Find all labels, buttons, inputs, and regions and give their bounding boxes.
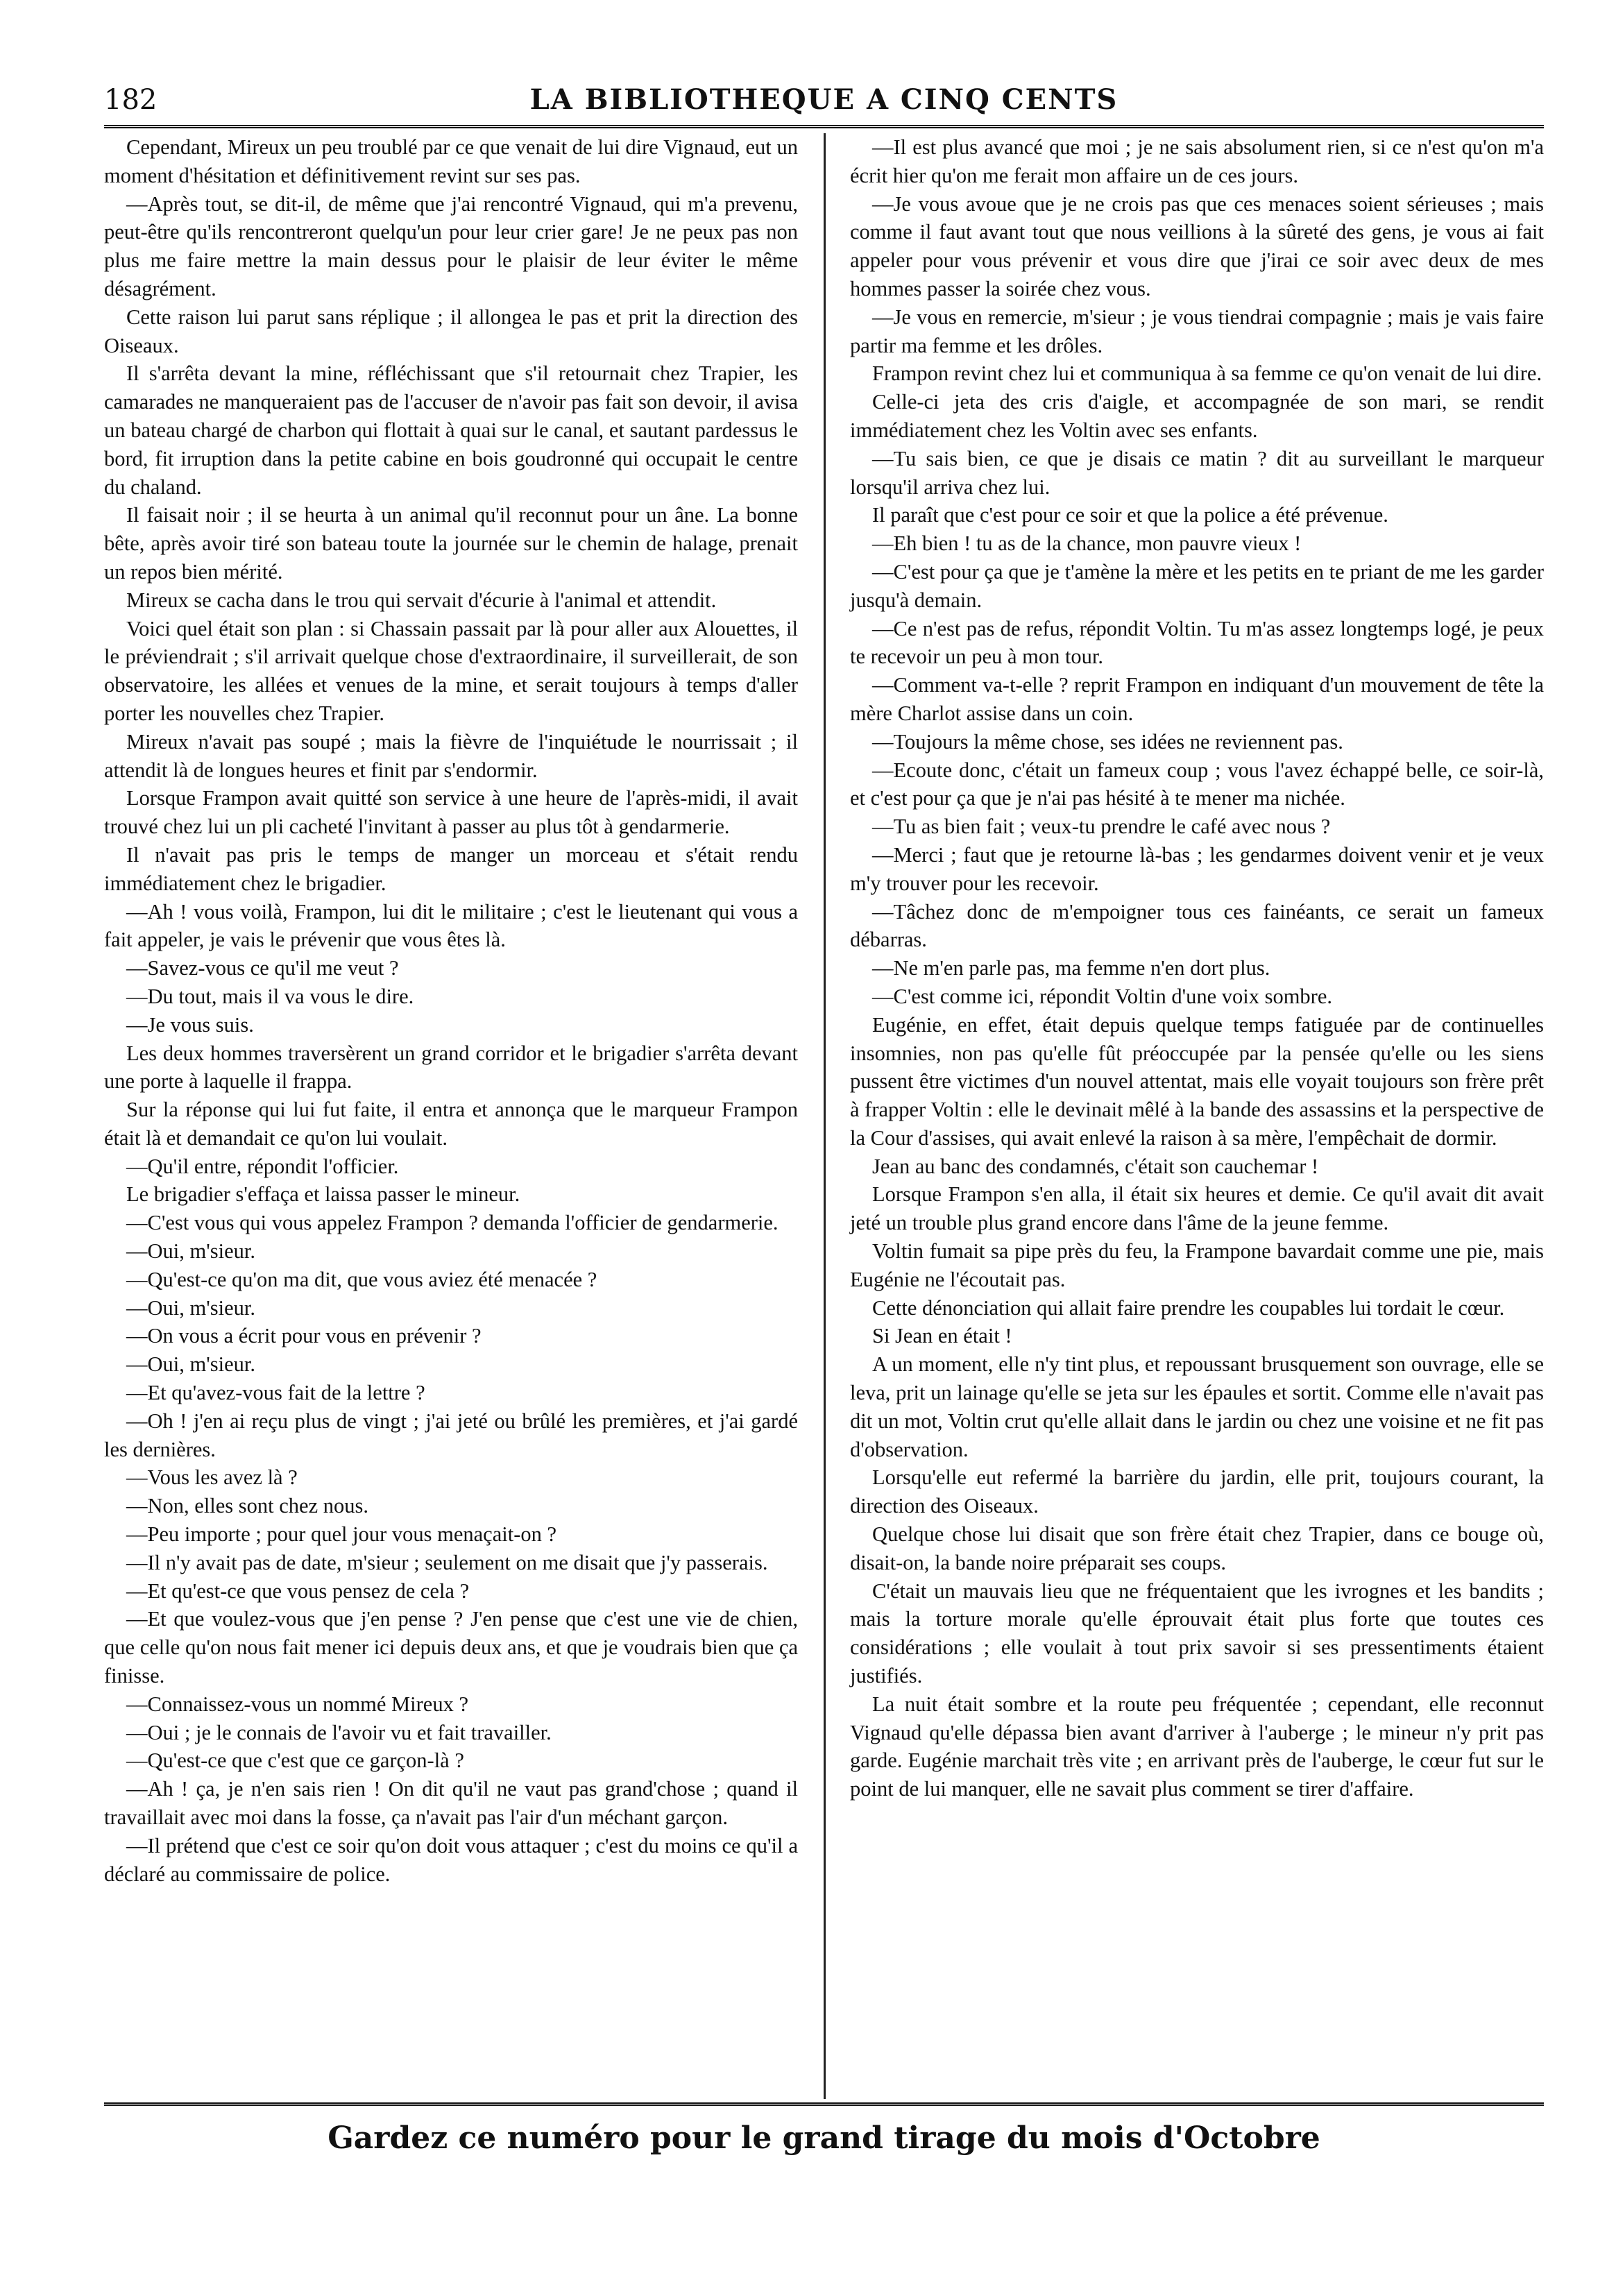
paragraph: Lorsque Frampon avait quitté son service à une heure de l'après-midi, il avait trouvé chez lui un pli cacheté l'invitant à passer au plus tôt à gendarmerie. [104, 786, 798, 839]
page-number: 182 [104, 84, 158, 116]
paragraph: Jean au banc des condamnés, c'était son cauchemar ! [872, 1154, 1319, 1178]
paragraph: Cette raison lui parut sans réplique ; il allongea le pas et prit la direction des Oiseaux. [104, 305, 798, 357]
paragraph: —Connaissez-vous un nommé Mireux ? [126, 1692, 469, 1716]
paragraph: —Après tout, se dit-il, de même que j'ai rencontré Vignaud, qui m'a prevenu, peut-être qu'ils rencontreront quelqu'un pour leur crier gare! Je ne peux pas non plus me faire mettre la main dessus pour le plaisir de leur éviter le même désagrément. [104, 192, 798, 300]
paragraph: Sur la réponse qui lui fut faite, il entra et annonça que le marqueur Frampon était là et demandait ce qu'on lui voulait. [104, 1098, 798, 1150]
paragraph: —Savez-vous ce qu'il me veut ? [126, 956, 399, 980]
text-columns [104, 133, 1544, 2099]
paragraph: —Qu'est-ce qu'on ma dit, que vous aviez été menacée ? [126, 1267, 597, 1291]
paragraph: Quelque chose lui disait que son frère était chez Trapier, dans ce bouge où, disait-on, la bande noire préparait ses coups. [850, 1522, 1544, 1574]
paragraph: —Non, elles sont chez nous. [126, 1494, 368, 1518]
paragraph: —On vous a écrit pour vous en prévenir ? [126, 1324, 482, 1348]
paragraph: —Ah ! ça, je n'en sais rien ! On dit qu'il ne vaut pas grand'chose ; quand il travaillait avec moi dans la fosse, ça n'avait pas l'air d'un méchant garçon. [104, 1777, 798, 1830]
paragraph: —Toujours la même chose, ses idées ne reviennent pas. [872, 729, 1343, 754]
paragraph: Frampon revint chez lui et communiqua à sa femme ce qu'on venait de lui dire. [872, 362, 1542, 386]
paragraph: —Merci ; faut que je retourne là-bas ; les gendarmes doivent venir et je veux m'y trouver pour les recevoir. [850, 842, 1544, 895]
paragraph: —Il prétend que c'est ce soir qu'on doit vous attaquer ; c'est du moins ce qu'il a déclaré au commissaire de police. [104, 1833, 798, 1886]
paragraph: —Oui, m'sieur. [126, 1295, 255, 1320]
paragraph: La nuit était sombre et la route peu fréquentée ; cependant, elle reconnut Vignaud qu'elle dépassa bien avant d'arriver à l'auberge ; le mineur n'y prit pas garde. Eugénie marchait très vite ; en arrivant près de l'auberge, le cœur fut sur le point de lui manquer, elle ne savait plus comment se tirer d'affaire. [850, 1692, 1544, 1801]
paragraph: —Tu sais bien, ce que je disais ce matin ? dit au surveillant le marqueur lorsqu'il arriva chez lui. [850, 446, 1544, 499]
paragraph: —Oui, m'sieur. [126, 1352, 255, 1377]
paragraph: Cependant, Mireux un peu troublé par ce que venait de lui dire Vignaud, eut un moment d'hésitation et définitivement revint sur ses pas. [104, 135, 798, 187]
paragraph: —Ecoute donc, c'était un fameux coup ; vous l'avez échappé belle, ce soir-là, et c'est pour ça que je n'ai pas hésité à te mener ma nichée. [850, 758, 1544, 810]
paragraph: —Ah ! vous voilà, Frampon, lui dit le militaire ; c'est le lieutenant qui vous a fait appeler, je vais le prévenir que vous êtes là. [104, 899, 798, 952]
paragraph: —Tu as bien fait ; veux-tu prendre le café avec nous ? [872, 815, 1331, 839]
running-title: LA BIBLIOTHEQUE A CINQ CENTS [529, 83, 1119, 116]
paragraph: —Oui, m'sieur. [126, 1239, 255, 1264]
paragraph: —Je vous suis. [126, 1012, 254, 1037]
header-rule [104, 125, 1544, 128]
paragraph: Cette dénonciation qui allait faire prendre les coupables lui tordait le cœur. [872, 1295, 1505, 1320]
paragraph: —Comment va-t-elle ? reprit Frampon en indiquant d'un mouvement de tête la mère Charlot assise dans un coin. [850, 673, 1544, 725]
paragraph: Mireux se cacha dans le trou qui servait d'écurie à l'animal et attendit. [126, 588, 717, 612]
paragraph: —Et qu'avez-vous fait de la lettre ? [126, 1381, 425, 1405]
paragraph: —C'est vous qui vous appelez Frampon ? demanda l'officier de gendarmerie. [126, 1211, 779, 1235]
paragraph: Mireux n'avait pas soupé ; mais la fièvre de l'inquiétude le nourrissait ; il attendit là de longues heures et finit par s'endormir. [104, 729, 798, 782]
paragraph: —Qu'est-ce que c'est que ce garçon-là ? [126, 1749, 464, 1773]
paragraph: Voltin fumait sa pipe près du feu, la Frampone bavardait comme une pie, mais Eugénie ne l'écoutait pas. [850, 1239, 1544, 1291]
right-column [850, 133, 1544, 1803]
paragraph: Si Jean en était ! [872, 1324, 1012, 1348]
paragraph: Lorsqu'elle eut refermé la barrière du jardin, elle prit, toujours courant, la direction des Oiseaux. [850, 1465, 1544, 1518]
paragraph: Lorsque Frampon s'en alla, il était six heures et demie. Ce qu'il avait dit avait jeté un trouble plus grand encore dans l'âme de la jeune femme. [850, 1182, 1544, 1235]
paragraph: —Ce n'est pas de refus, répondit Voltin. Tu m'as assez longtemps logé, je peux te recevoir un peu à mon tour. [850, 616, 1544, 669]
paragraph: Voici quel était son plan : si Chassain passait par là pour aller aux Alouettes, il le préviendrait ; s'il arrivait quelque chose d'extraordinaire, il surveillerait, de son observatoire, les allées et venues de la mine, et serait toujours à temps d'aller porter les nouvelles chez Trapier. [104, 616, 798, 725]
paragraph: —Du tout, mais il va vous le dire. [126, 984, 414, 1008]
paragraph: —Eh bien ! tu as de la chance, mon pauvre vieux ! [872, 532, 1302, 556]
column-divider [824, 133, 826, 2099]
paragraph: —Ne m'en parle pas, ma femme n'en dort plus. [872, 956, 1270, 980]
paragraph: Eugénie, en effet, était depuis quelque temps fatiguée par de continuelles insomnies, non pas qu'elle fût préoccupée par la pensée qu'elle ou les siens pussent être victimes d'un nouvel attentat, mais elle voyait toujours son frère prêt à frapper Voltin : elle le devinait mêlé à la bande des assassins et la perspective de la Cour d'assises, qui avait enlevé la raison à sa mère, l'empêchait de dormir. [850, 1012, 1544, 1150]
paragraph: —Il n'y avait pas de date, m'sieur ; seulement on me disait que j'y passerais. [126, 1550, 768, 1574]
left-column [104, 133, 798, 1888]
paragraph: Les deux hommes traversèrent un grand corridor et le brigadier s'arrêta devant une porte à laquelle il frappa. [104, 1041, 798, 1094]
paragraph: —Je vous en remercie, m'sieur ; je vous tiendrai compagnie ; mais je vais faire partir ma femme et les drôles. [850, 305, 1544, 357]
footer-rule [104, 2102, 1544, 2106]
paragraph: —Je vous avoue que je ne crois pas que ces menaces soient sérieuses ; mais comme il faut avant tout que nous veillions à la sûreté des gens, je vous ai fait appeler pour vous prévenir et vous dire que j'irai ce soir avec deux de mes hommes passer la soirée chez vous. [850, 192, 1544, 300]
paragraph: Il n'avait pas pris le temps de manger un morceau et s'était rendu immédiatement chez le brigadier. [104, 842, 798, 895]
paragraph: C'était un mauvais lieu que ne fréquentaient que les ivrognes et les bandits ; mais la torture morale qu'elle éprouvait était plus forte que toutes ces considérations ; elle voulait à tout prix savoir si ses pressentiments étaient justifiés. [850, 1579, 1544, 1688]
paragraph: Celle-ci jeta des cris d'aigle, et accompagnée de son mari, se rendit immédiatement chez les Voltin avec ses enfants. [850, 390, 1544, 442]
paragraph: —Et que voulez-vous que j'en pense ? J'en pense que c'est une vie de chien, que celle qu'on nous fait mener ici depuis deux ans, et que je voudrais bien que ça finisse. [104, 1607, 798, 1688]
page-header [104, 78, 1544, 122]
paragraph: —C'est comme ici, répondit Voltin d'une voix sombre. [872, 984, 1333, 1008]
paragraph: Il paraît que c'est pour ce soir et que la police a été prévenue. [872, 503, 1388, 527]
paragraph: —Qu'il entre, répondit l'officier. [126, 1154, 399, 1178]
paragraph: —Oui ; je le connais de l'avoir vu et fait travailler. [126, 1720, 552, 1744]
paragraph: —Et qu'est-ce que vous pensez de cela ? [126, 1579, 470, 1603]
paragraph: —Il est plus avancé que moi ; je ne sais absolument rien, si ce n'est qu'on m'a écrit hier qu'on me ferait mon affaire un de ces jours. [850, 135, 1544, 187]
footer-notice: Gardez ce numéro pour le grand tirage du mois d'Octobre [328, 2120, 1320, 2156]
paragraph: Le brigadier s'effaça et laissa passer le mineur. [126, 1182, 520, 1207]
paragraph: Il faisait noir ; il se heurta à un animal qu'il reconnut pour un âne. La bonne bête, après avoir tiré son bateau toute la journée sur le chemin de halage, prenait un repos bien mérité. [104, 503, 798, 584]
paragraph: —Vous les avez là ? [126, 1465, 298, 1490]
paragraph: A un moment, elle n'y tint plus, et repoussant brusquement son ouvrage, elle se leva, prit un lainage qu'elle se jeta sur les épaules et sortit. Comme elle n'avait pas dit un mot, Voltin crut qu'elle allait dans le jardin ou chez une voisine et ne fit pas d'observation. [850, 1352, 1544, 1461]
paragraph: Il s'arrêta devant la mine, réfléchissant que s'il retournait chez Trapier, les camarades ne manqueraient pas de l'accuser de n'avoir pas fait son devoir, il avisa un bateau chargé de charbon qui flottait à quai sur le canal, et sautant pardessus le bord, fit irruption dans la petite cabine en bois goudronné qui occupait le centre du chaland. [104, 362, 798, 499]
paragraph: —C'est pour ça que je t'amène la mère et les petits en te priant de me les garder jusqu'à demain. [850, 559, 1544, 612]
paragraph: —Tâchez donc de m'empoigner tous ces fainéants, ce serait un fameux débarras. [850, 899, 1544, 952]
paragraph: —Oh ! j'en ai reçu plus de vingt ; j'ai jeté ou brûlé les premières, et j'ai gardé les dernières. [104, 1409, 798, 1461]
paragraph: —Peu importe ; pour quel jour vous menaçait-on ? [126, 1522, 557, 1547]
